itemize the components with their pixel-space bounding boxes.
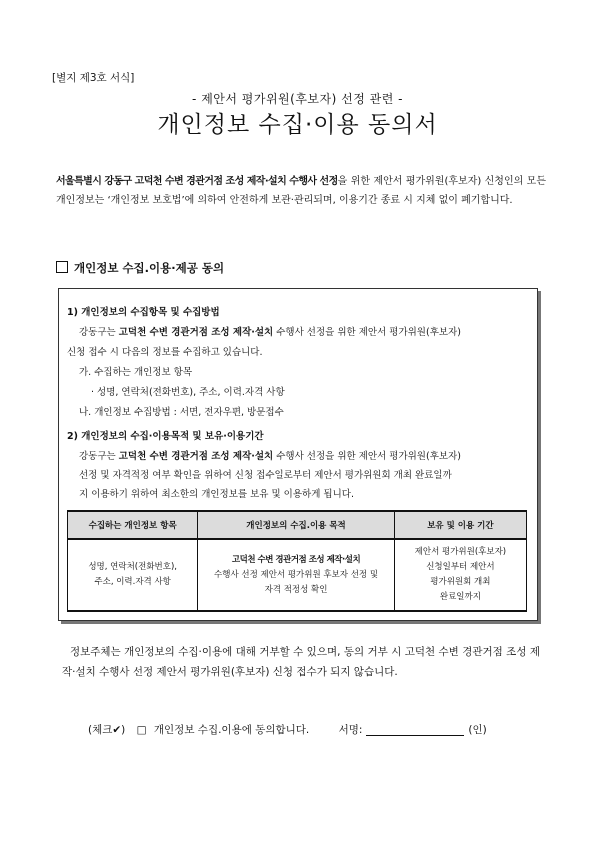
signature-label: 서명:: [338, 724, 363, 736]
consent-detail-panel: [58, 288, 538, 621]
text-span: 수행사 선정을 위한 제안서 평가위원(후보자): [273, 451, 461, 462]
section-2-line-2: 선정 및 자격적정 여부 확인을 위하여 신청 접수일로부터 제안서 평가위원회 개최 완료일까: [79, 470, 452, 481]
cell-line: 성명, 연락처(전화번호),: [88, 562, 177, 572]
section-2-title: 2) 개인정보의 수집·이용목적 및 보유·이용기간: [67, 431, 264, 442]
check-label: (체크✔): [88, 724, 126, 736]
section-heading: [56, 260, 224, 276]
project-name: 고덕천 수변 경관거점 조성 제작·설치: [118, 451, 274, 462]
table-cell-items: [68, 539, 198, 611]
section-heading-text: 개인정보 수집.이용·제공 동의: [74, 261, 225, 275]
square-bullet-icon: [56, 261, 68, 273]
table-cell-purpose: [198, 539, 394, 611]
refusal-rights-paragraph: 정보주체는 개인정보의 수집·이용에 대해 거부할 수 있으며, 동의 거부 시 고덕천 수변 경관거점 조성 제작·설치 수행사 선정 제안서 평가위원(후보자) 신청 접수가 되지 않습니다.: [62, 646, 540, 678]
consent-text: 개인정보 수집.이용에 동의합니다.: [153, 724, 310, 736]
table-row: [68, 539, 527, 611]
table-header-cell: 수집하는 개인정보 항목: [68, 511, 198, 539]
cell-line: 주소, 이력.자격 사항: [94, 577, 171, 587]
seal-label: (인): [468, 724, 487, 736]
document-subtitle: - 제안서 평가위원(후보자) 선정 관련 -: [192, 92, 403, 106]
intro-paragraph: [56, 172, 546, 210]
form-number: [별지 제3호 서식]: [52, 72, 135, 84]
document-title: 개인정보 수집·이용 동의서: [157, 112, 438, 138]
project-name: 고덕천 수변 경관거점 조성 제작·설치: [118, 327, 274, 338]
cell-line: 완료일까지: [439, 592, 481, 602]
cell-line: 수행사 선정 제안서 평가위원 후보자 선정 및: [214, 569, 379, 580]
table-header-row: [68, 511, 527, 539]
text-span: 강동구는: [79, 327, 119, 338]
intro-text: 을 위한 제안서 평가위원(후보자) 신청인의 모든 개인정보는 ‘개인정보 보호법’에 의하여 안전하게 보관·관리되며, 이용기간 종료 시 지체 없이 폐기합니다.: [56, 176, 546, 206]
section-1-item-a: 가. 수집하는 개인정보 항목: [79, 367, 193, 378]
section-1-item-a-detail: · 성명, 연락처(전화번호), 주소, 이력.자격 사항: [91, 387, 285, 398]
section-2-line-3: 지 이용하기 위하여 최소한의 개인정보를 보유 및 이용하게 됩니다.: [79, 489, 354, 500]
cell-line: 신청일부터 제안서: [426, 562, 495, 572]
section-2-line-1: [79, 448, 461, 462]
text-span: 수행사 선정을 위한 제안서 평가위원(후보자): [273, 327, 461, 338]
table-header-cell: 개인정보의 수집.이용 목적: [198, 511, 394, 539]
section-1-item-b: 나. 개인정보 수집방법 : 서면, 전자우편, 방문접수: [79, 407, 284, 418]
section-1-title: 1) 개인정보의 수집항목 및 수집방법: [67, 307, 220, 318]
cell-line: 고덕천 수변 경관거점 조성 제작·설치: [231, 554, 361, 565]
cell-line: 제안서 평가위원(후보자): [414, 547, 507, 557]
text-span: 강동구는: [79, 451, 119, 462]
consent-checkbox[interactable]: □: [136, 724, 147, 736]
cell-line: 자격 적정성 확인: [264, 584, 328, 595]
intro-bold-text: 서울특별시 강동구 고덕천 수변 경관거점 조성 제작·설치 수행사 선정: [56, 176, 338, 187]
table-header-cell: 보유 및 이용 기간: [394, 511, 526, 539]
info-table: [67, 510, 527, 612]
section-1-line-1: [79, 324, 461, 338]
section-1-line-2: 신청 접수 시 다음의 정보를 수집하고 있습니다.: [67, 347, 263, 358]
table-cell-period: [394, 539, 526, 611]
consent-line: [88, 722, 487, 737]
cell-line: 평가위원회 개최: [430, 577, 491, 587]
signature-field[interactable]: [366, 723, 464, 736]
